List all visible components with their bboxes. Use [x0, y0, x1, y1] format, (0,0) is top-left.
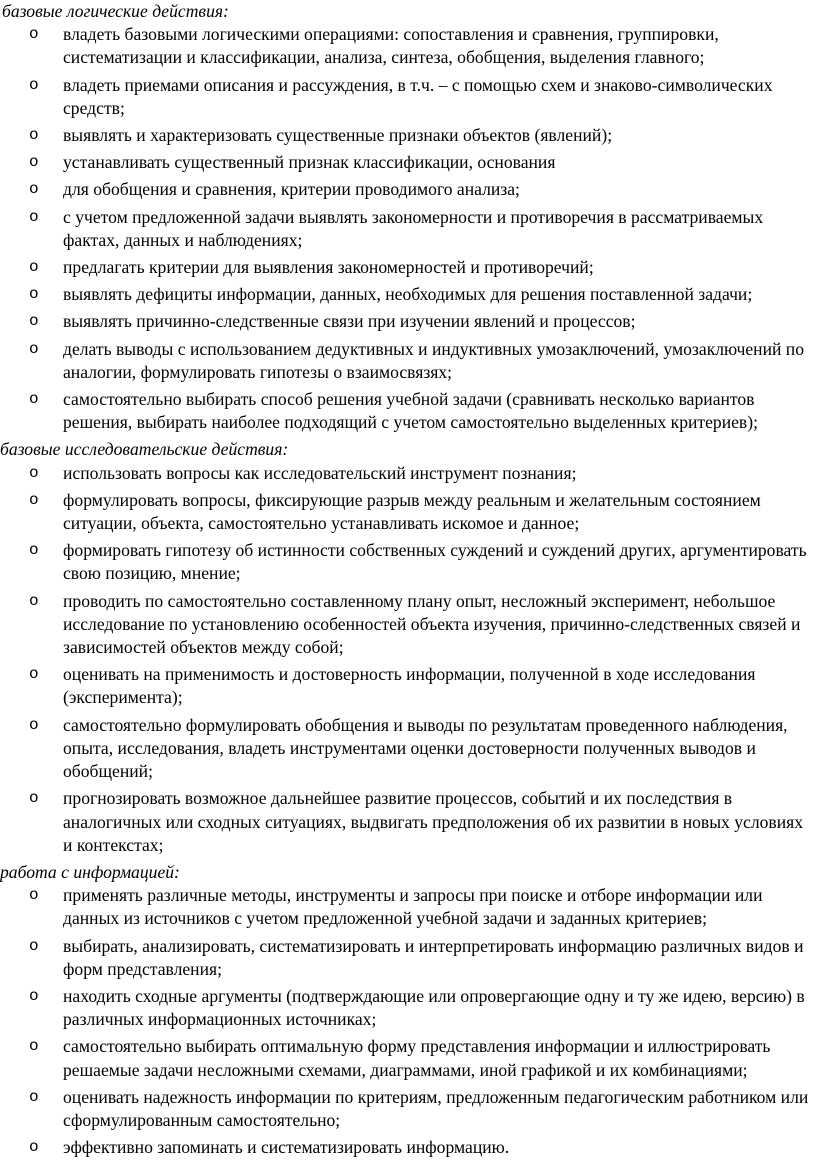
- section-heading: базовые логические действия:: [2, 1, 229, 21]
- list-item-text: эффективно запоминать и систематизировать информацию.: [63, 1137, 510, 1158]
- list-item-text: владеть базовыми логическими операциями: сопоставления и сравнения, группировки, систематизации и классификации, анализа, синтеза, обобщения, выделения главного;: [63, 24, 719, 68]
- list-item-text: выявлять дефициты информации, данных, необходимых для решения поставленной задачи;: [63, 284, 753, 305]
- list-item: [0, 23, 812, 69]
- bullet-icon: o: [29, 665, 39, 684]
- list-item-text: проводить по самостоятельно составленному плану опыт, несложный эксперимент, небольшое исследование по установлению особенностей объекта изучения, причинно-следственных связей и зависимостей объектов между собой;: [63, 590, 801, 658]
- bullet-icon: o: [29, 258, 39, 277]
- bullet-icon: o: [29, 1037, 39, 1056]
- list-item: [0, 338, 812, 384]
- list-item-text: выявлять и характеризовать существенные признаки объектов (явлений);: [63, 125, 613, 146]
- list-item: [0, 388, 812, 434]
- list-item: [0, 462, 812, 485]
- bullet-icon: o: [29, 207, 39, 226]
- bullet-list: [0, 884, 812, 1159]
- section-heading: работа с информацией:: [0, 861, 180, 882]
- list-item: [0, 663, 812, 709]
- list-item: [0, 787, 812, 857]
- list-item-text: устанавливать существенный признак классификации, основания: [63, 152, 556, 173]
- bullet-icon: o: [29, 936, 39, 955]
- bullet-icon: o: [29, 75, 39, 94]
- list-item-text: прогнозировать возможное дальнейшее развитие процессов, событий и их последствия в аналогичных или сходных ситуациях, выдвигать предположения об их развитии в новых условиях и контекстах;: [63, 788, 804, 855]
- list-item-text: предлагать критерии для выявления закономерностей и противоречий;: [63, 257, 594, 278]
- bullet-icon: o: [29, 1087, 39, 1106]
- list-item: [0, 539, 812, 585]
- bullet-icon: o: [29, 339, 39, 358]
- list-item: [0, 256, 812, 279]
- list-item-text: использовать вопросы как исследовательский инструмент познания;: [63, 462, 577, 483]
- list-item: [0, 884, 812, 930]
- list-item-text: оценивать на применимость и достоверность информации, полученной в ходе исследования (эксперимента);: [63, 664, 756, 708]
- list-item: [0, 74, 812, 120]
- list-item-text: самостоятельно выбирать способ решения учебной задачи (сравнивать несколько вариантов решения, выбирать наиболее подходящий с учетом самостоятельно выделенных критериев);: [63, 389, 758, 433]
- bullet-icon: o: [29, 180, 39, 199]
- bullet-icon: o: [29, 541, 39, 560]
- list-item: [0, 935, 812, 981]
- bullet-icon: o: [29, 886, 39, 905]
- list-item: [0, 151, 812, 174]
- list-item-text: самостоятельно выбирать оптимальную форму представления информации и иллюстрировать решаемые задачи несложными схемами, диаграммами, иной графикой и их комбинациями;: [63, 1036, 771, 1080]
- list-item: [0, 714, 812, 784]
- list-item: [0, 985, 812, 1031]
- list-item: [0, 124, 812, 147]
- bullet-icon: o: [29, 312, 39, 331]
- bullet-icon: o: [29, 153, 39, 172]
- bullet-list: [0, 462, 812, 857]
- list-item: [0, 1086, 812, 1132]
- bullet-icon: o: [29, 126, 39, 145]
- list-item: [0, 1035, 812, 1081]
- bullet-icon: o: [29, 715, 39, 734]
- list-item: [0, 206, 812, 252]
- list-item-text: выбирать, анализировать, систематизировать и интерпретировать информацию различных видов и форм представления;: [63, 935, 804, 979]
- list-item-text: владеть приемами описания и рассуждения, в т.ч. – с помощью схем и знаково-символических средств;: [63, 74, 773, 118]
- section-information-work: [0, 861, 812, 1159]
- bullet-icon: o: [29, 986, 39, 1005]
- bullet-icon: o: [29, 789, 39, 808]
- list-item-text: для обобщения и сравнения, критерии проводимого анализа;: [63, 179, 520, 200]
- list-item: [0, 590, 812, 660]
- bullet-icon: o: [29, 390, 39, 409]
- list-item: [0, 283, 812, 306]
- list-item-text: находить сходные аргументы (подтверждающие или опровергающие одну и ту же идею, версию) в различных информационных источниках;: [63, 985, 805, 1030]
- list-item-text: самостоятельно формулировать обобщения и выводы по результатам проведенного наблюдения, опыта, исследования, владеть инструментами оценки достоверности полученных выводов и обобщений;: [63, 714, 788, 782]
- list-item: [0, 1136, 812, 1159]
- bullet-icon: o: [29, 591, 39, 610]
- list-item-text: с учетом предложенной задачи выявлять закономерности и противоречия в рассматриваемых фактах, данных и наблюдениях;: [63, 206, 764, 250]
- bullet-list: [0, 23, 812, 434]
- list-item-text: выявлять причинно-следственные связи при изучении явлений и процессов;: [63, 311, 636, 332]
- list-item-text: оценивать надежность информации по критериям, предложенным педагогическим работником или сформулированным самостоятельно;: [63, 1086, 809, 1130]
- bullet-icon: o: [29, 463, 39, 482]
- list-item-text: формировать гипотезу об истинности собственных суждений и суждений других, аргументировать свою позицию, мнение;: [63, 540, 807, 584]
- section-logical-actions: [0, 0, 812, 434]
- list-item-text: формулировать вопросы, фиксирующие разрыв между реальным и желательным состоянием ситуации, объекта, самостоятельно устанавливать искомое и данное;: [63, 489, 761, 534]
- bullet-icon: o: [29, 1138, 39, 1157]
- list-item-text: делать выводы с использованием дедуктивных и индуктивных умозаключений, умозаключений по аналогии, формулировать гипотезы о взаимосвязях;: [63, 338, 805, 382]
- bullet-icon: o: [29, 25, 39, 44]
- list-item: [0, 178, 812, 201]
- section-research-actions: [0, 438, 812, 856]
- bullet-icon: o: [29, 285, 39, 304]
- list-item-text: применять различные методы, инструменты и запросы при поиске и отборе информации или данных из источников с учетом предложенной учебной задачи и заданных критериев;: [63, 885, 763, 929]
- list-item: [0, 310, 812, 333]
- section-heading: базовые исследовательские действия:: [0, 439, 289, 460]
- bullet-icon: o: [29, 490, 39, 509]
- list-item: [0, 489, 812, 535]
